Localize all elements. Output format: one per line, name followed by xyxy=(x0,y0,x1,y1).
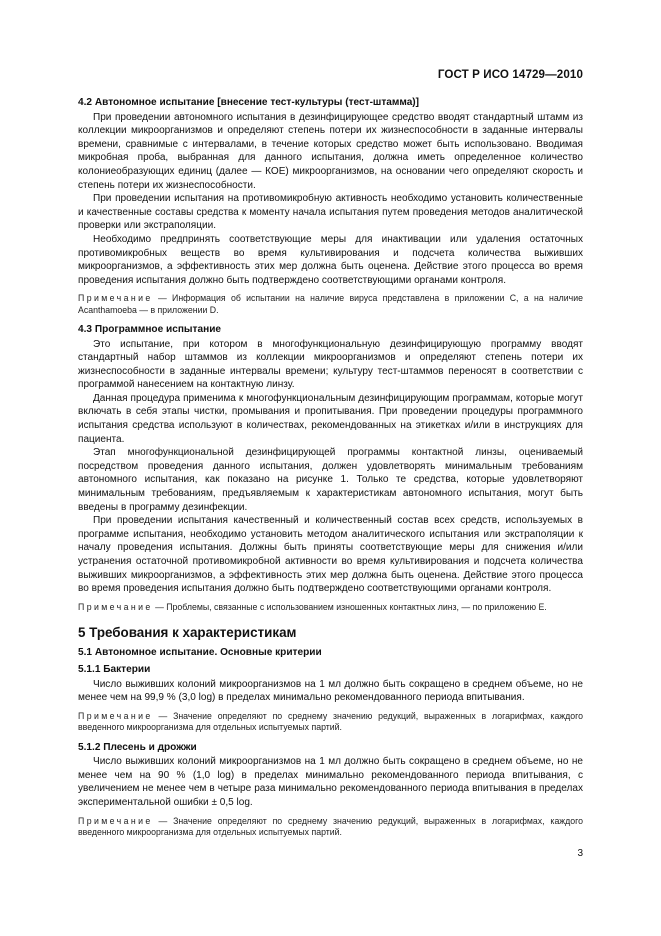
section-4-2-heading: 4.2 Автономное испытание [внесение тест-культуры (тест-штамма)] xyxy=(78,97,420,108)
section-4-2-paragraph-1: При проведении автономного испытания в дезинфицирующее средство вводят стандартный штамм из коллекции микроорганизмов и определяют степень потери их жизнеспособности в заданные интервалы времени, сравнимые с интервалами, в течение которых средство может быть использовано. Вводимая микробная проба, выбранная для данного испытания, должна иметь определенное количество колониеобразующих единиц (далее — КОЕ) микроорганизмов, на основании чего определяют скорость и степень потери их жизнеспособности. xyxy=(78,111,583,191)
section-4-3-paragraph-2: Данная процедура применима к многофункциональным дезинфицирующим программам, которые могут включать в себя этапы чистки, промывания и пропитывания. При проведении процедуры программного испытания средства используют в количествах, рекомендованных на этикетках и/или в инструкциях для пациента. xyxy=(78,392,583,445)
section-4-2-paragraph-3: Необходимо предпринять соответствующие меры для инактивации или удаления остаточных противомикробных веществ во время культивирования и подсчета количества выживших микроорганизмов, а эффективность этих мер должна быть оценена. Действие этого процесса во время проведения испытания должно быть подтверждено соответствующими органами контроля. xyxy=(78,233,583,286)
document-body xyxy=(78,96,583,845)
section-5-1-1-note xyxy=(78,711,583,734)
section-4-3-paragraph-1: Это испытание, при котором в многофункциональную дезинфицирующую программу вводят стандартный набор штаммов из коллекции микроорганизмов и определяют степень потери их жизнеспособности в заданные интервалы времени; культуру тест-штаммов переносят в соответствии с программой нанесением на контактную линзу. xyxy=(78,338,583,391)
section-4-3-paragraph-4: При проведении испытания качественный и количественный состав всех средств, используемых в программе испытания, необходимо установить методом аналитического испытания или экстраполяции к началу проведения испытания. Должны быть приняты соответствующие меры для снижения и/или устранения остаточной противомикробной активности во время культивирования и подсчета количества выживших микроорганизмов, а эффективность этих мер должна быть оценена. Действие этого процесса во время проведения испытания должно быть подтверждено соответствующими органами контроля. xyxy=(78,515,583,595)
note-label: Примечание xyxy=(78,601,153,612)
note-label: Примечание xyxy=(78,293,153,304)
note-label: Примечание xyxy=(78,711,153,722)
note-text: — Проблемы, связанные с использованием изношенных контактных линз, — по приложению Е. xyxy=(152,601,547,612)
section-5-1-heading: 5.1 Автономное испытание. Основные критерии xyxy=(78,646,322,658)
section-4-3-note xyxy=(78,602,583,613)
note-text: — Значение определяют по среднему значению редукций, выраженных в логарифмах, каждого введенного микроорганизма для отдельных испытуемых партий. xyxy=(78,815,583,837)
section-5-1-2-paragraph-1: Число выживших колоний микроорганизмов на 1 мл должно быть сокращено в среднем объеме, но не менее чем на 90 % (1,0 log) в пределах минимально рекомендованного периода впитывания, с увеличением не менее чем в четыре раза минимально рекомендованного периода впитывания в пределах экспериментальной ошибки ± 0,5 log. xyxy=(78,756,583,809)
section-4-3-heading: 4.3 Программное испытание xyxy=(78,323,222,335)
section-5-1-1-heading: 5.1.1 Бактерии xyxy=(78,664,151,676)
section-4-2-paragraph-2: При проведении испытания на противомикробную активность необходимо установить количественные и качественные составы средства к моменту начала испытания путем проведения методов аналитической проверки или экстраполяции. xyxy=(78,193,583,232)
page-number: 3 xyxy=(577,848,583,859)
standard-header: ГОСТ Р ИСО 14729—2010 xyxy=(437,68,583,81)
section-4-3-paragraph-3: Этап многофункциональной дезинфицирующей программы контактной линзы, оцениваемый посредством проведения данного испытания, должен удовлетворять минимальным требованиям автономного испытания, как показано на рисунке 1. Только те средства, которые удовлетворяют минимальным требованиям, предъявляемым к характеристикам автономного испытания, могут быть введены в программу дезинфекции. xyxy=(78,447,583,513)
note-text: — Информация об испытании на наличие вируса представлена в приложении С, а на наличие Acanthamoeba — в приложении D. xyxy=(78,293,583,315)
note-label: Примечание xyxy=(78,815,153,826)
section-5-1-1-paragraph-1: Число выживших колоний микроорганизмов на 1 мл должно быть сокращено в среднем объеме, но не менее чем на 99,9 % (3,0 log) в пределах минимально рекомендованного периода впитывания. xyxy=(78,678,583,704)
section-5-1-2-note xyxy=(78,816,583,839)
section-5-1-2-heading: 5.1.2 Плесень и дрожжи xyxy=(78,741,197,753)
section-5-heading: 5 Требования к характеристикам xyxy=(78,625,297,641)
section-4-2-note xyxy=(78,293,583,316)
note-text: — Значение определяют по среднему значению редукций, выраженных в логарифмах, каждого введенного микроорганизма для отдельных испытуемых партий. xyxy=(78,711,583,733)
